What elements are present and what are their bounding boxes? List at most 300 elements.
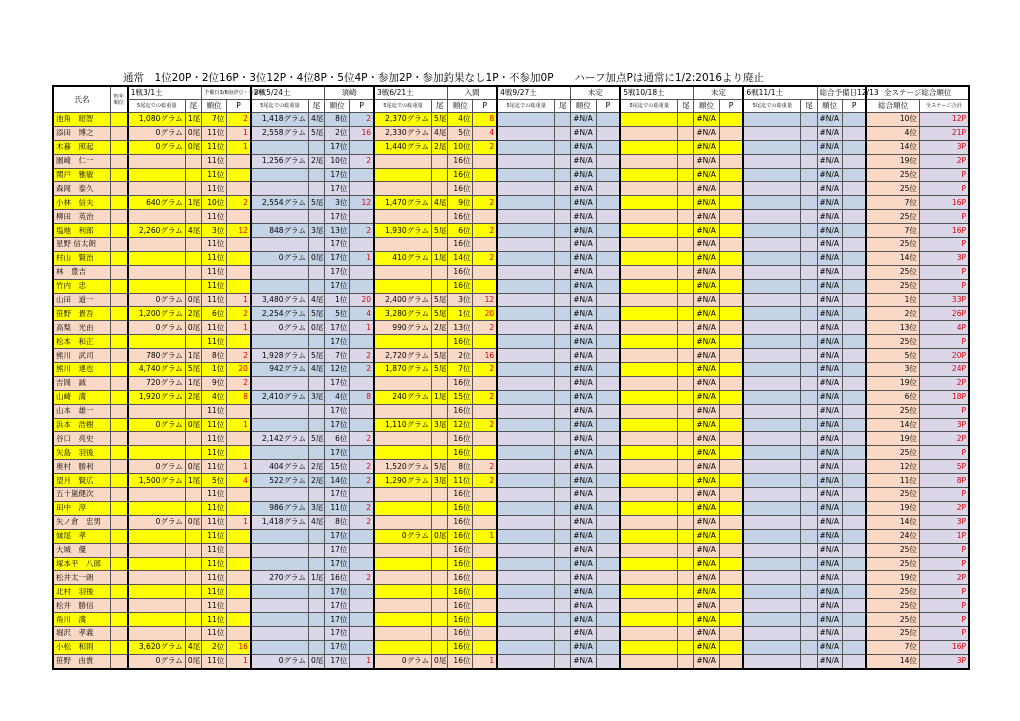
stage-fish bbox=[555, 585, 571, 599]
stage-rank-na: #N/A bbox=[571, 501, 596, 515]
stage-weight: 1,870グラム bbox=[374, 363, 432, 377]
header-prev-rank: 昨年順位 bbox=[111, 86, 128, 113]
stage-fish bbox=[308, 210, 324, 224]
stage-weight bbox=[743, 529, 801, 543]
stage-rank-na: #N/A bbox=[571, 543, 596, 557]
stage-weight bbox=[497, 376, 555, 390]
stage-weight bbox=[251, 140, 309, 154]
stage-rank: 17位 bbox=[325, 140, 350, 154]
stage-points bbox=[719, 501, 743, 515]
stage-rank-na: #N/A bbox=[817, 404, 842, 418]
stage-fish bbox=[185, 626, 201, 640]
table-row bbox=[53, 349, 969, 363]
overall-rank: 14位 bbox=[866, 140, 919, 154]
table-row bbox=[53, 613, 969, 627]
table-row bbox=[53, 238, 969, 252]
stage-rank: 8位 bbox=[201, 349, 226, 363]
stage-weight bbox=[743, 140, 801, 154]
stage-weight bbox=[128, 613, 186, 627]
stage-rank: 6位 bbox=[448, 224, 473, 238]
stage-weight bbox=[743, 126, 801, 140]
stage-rank: 16位 bbox=[448, 265, 473, 279]
stage-rank: 16位 bbox=[448, 640, 473, 654]
overall-rank: 25位 bbox=[866, 599, 919, 613]
stage-rank: 11位 bbox=[201, 432, 226, 446]
stage-points bbox=[719, 432, 743, 446]
stage-rank-na: #N/A bbox=[571, 390, 596, 404]
stage-weight bbox=[128, 279, 186, 293]
stage-fish bbox=[801, 210, 817, 224]
stage-points bbox=[473, 543, 497, 557]
stage-weight: 2,558グラム bbox=[251, 126, 309, 140]
stage-weight bbox=[743, 210, 801, 224]
subheader-rank: 順位 bbox=[694, 100, 719, 113]
stage-fish bbox=[678, 474, 694, 488]
stage-fish bbox=[555, 349, 571, 363]
overall-points: 16P bbox=[919, 640, 969, 654]
table-row bbox=[53, 376, 969, 390]
stage-weight bbox=[497, 432, 555, 446]
stage-fish bbox=[801, 640, 817, 654]
stage-points: 1 bbox=[227, 460, 251, 474]
stage-points: 8 bbox=[350, 390, 374, 404]
stage-fish bbox=[678, 432, 694, 446]
stage-fish: 1尾 bbox=[185, 474, 201, 488]
stage-rank-na: #N/A bbox=[694, 349, 719, 363]
stage-fish bbox=[678, 404, 694, 418]
stage-rank: 2位 bbox=[448, 349, 473, 363]
stage-fish bbox=[555, 238, 571, 252]
stage-fish bbox=[801, 168, 817, 182]
stage-points: 2 bbox=[350, 363, 374, 377]
stage-points bbox=[842, 390, 866, 404]
stage-fish: 2尾 bbox=[185, 390, 201, 404]
stage-fish bbox=[432, 515, 448, 529]
overall-points: 5P bbox=[919, 460, 969, 474]
overall-rank: 25位 bbox=[866, 404, 919, 418]
stage-points bbox=[719, 557, 743, 571]
stage-fish bbox=[432, 488, 448, 502]
stage-fish bbox=[432, 168, 448, 182]
stage-rank-na: #N/A bbox=[817, 126, 842, 140]
overall-rank: 7位 bbox=[866, 196, 919, 210]
stage-rank-na: #N/A bbox=[694, 404, 719, 418]
stage-fish bbox=[678, 238, 694, 252]
stage-rank: 17位 bbox=[325, 279, 350, 293]
player-name: 松本 和正 bbox=[53, 335, 111, 349]
stage-rank: 11位 bbox=[325, 501, 350, 515]
stage-fish bbox=[801, 238, 817, 252]
stage-rank: 17位 bbox=[325, 613, 350, 627]
stage-fish bbox=[801, 376, 817, 390]
stage-rank-na: #N/A bbox=[694, 113, 719, 127]
stage-fish: 5尾 bbox=[432, 349, 448, 363]
stage-fish bbox=[555, 265, 571, 279]
stage-fish: 3尾 bbox=[308, 390, 324, 404]
stage-rank-na: #N/A bbox=[694, 265, 719, 279]
stage-fish bbox=[555, 168, 571, 182]
stage-rank: 7位 bbox=[448, 363, 473, 377]
stage-fish bbox=[555, 446, 571, 460]
stage-points: 1 bbox=[227, 140, 251, 154]
stage-weight bbox=[497, 474, 555, 488]
stage-rank-na: #N/A bbox=[571, 557, 596, 571]
stage-weight bbox=[743, 640, 801, 654]
overall-rank: 25位 bbox=[866, 335, 919, 349]
stage-fish bbox=[432, 626, 448, 640]
stage-fish bbox=[801, 501, 817, 515]
stage-rank-na: #N/A bbox=[694, 654, 719, 668]
stage-weight bbox=[620, 307, 678, 321]
stage-weight bbox=[251, 279, 309, 293]
stage-weight: 0グラム bbox=[128, 654, 186, 668]
stage-weight: 990グラム bbox=[374, 321, 432, 335]
stage-rank: 2位 bbox=[325, 126, 350, 140]
stage-weight: 0グラム bbox=[128, 321, 186, 335]
stage-points bbox=[350, 418, 374, 432]
stage-weight bbox=[743, 585, 801, 599]
overall-points: 2P bbox=[919, 376, 969, 390]
stage-rank-na: #N/A bbox=[571, 265, 596, 279]
stage-rank: 8位 bbox=[448, 460, 473, 474]
stage-points bbox=[350, 543, 374, 557]
stage-points bbox=[596, 265, 620, 279]
stage-weight bbox=[743, 418, 801, 432]
stage-fish bbox=[678, 640, 694, 654]
stage-points bbox=[719, 363, 743, 377]
stage-weight: 0グラム bbox=[251, 321, 309, 335]
stage-weight bbox=[374, 515, 432, 529]
stage-rank-na: #N/A bbox=[694, 543, 719, 557]
stage-rank-na: #N/A bbox=[817, 390, 842, 404]
stage-rank-na: #N/A bbox=[817, 293, 842, 307]
stage-fish bbox=[801, 196, 817, 210]
stage-fish: 5尾 bbox=[308, 126, 324, 140]
stage-rank-na: #N/A bbox=[694, 585, 719, 599]
stage-points bbox=[719, 279, 743, 293]
stage-points bbox=[719, 224, 743, 238]
stage-points: 2 bbox=[350, 474, 374, 488]
stage-fish bbox=[432, 182, 448, 196]
stage-fish bbox=[185, 182, 201, 196]
stage-fish bbox=[185, 557, 201, 571]
stage-weight bbox=[620, 182, 678, 196]
stage-rank-na: #N/A bbox=[571, 515, 596, 529]
stage-weight bbox=[620, 501, 678, 515]
stage-points bbox=[227, 154, 251, 168]
stage-weight bbox=[743, 168, 801, 182]
stage-weight bbox=[743, 224, 801, 238]
stage-fish bbox=[555, 515, 571, 529]
stage-weight bbox=[497, 307, 555, 321]
stage-rank-na: #N/A bbox=[817, 626, 842, 640]
stage-weight bbox=[497, 182, 555, 196]
subheader-rank: 順位 bbox=[571, 100, 596, 113]
stage-weight bbox=[743, 349, 801, 363]
stage-fish bbox=[555, 474, 571, 488]
stage-points bbox=[350, 585, 374, 599]
player-name: 角川 満 bbox=[53, 613, 111, 627]
stage-weight: 986グラム bbox=[251, 501, 309, 515]
stage-weight: 2,370グラム bbox=[374, 113, 432, 127]
stage-weight bbox=[620, 640, 678, 654]
stage-rank-na: #N/A bbox=[694, 224, 719, 238]
stage-weight bbox=[743, 279, 801, 293]
stage-rank-na: #N/A bbox=[571, 321, 596, 335]
table-row bbox=[53, 515, 969, 529]
stage-rank-na: #N/A bbox=[571, 418, 596, 432]
subheader-overall-rank: 総合順位 bbox=[866, 100, 919, 113]
stage-fish: 5尾 bbox=[308, 432, 324, 446]
stage-rank: 16位 bbox=[448, 404, 473, 418]
player-name: 林 豊吉 bbox=[53, 265, 111, 279]
stage-rank-na: #N/A bbox=[571, 335, 596, 349]
stage-points bbox=[719, 126, 743, 140]
prev-rank-cell bbox=[111, 529, 128, 543]
stage-fish: 4尾 bbox=[308, 515, 324, 529]
stage-weight bbox=[620, 196, 678, 210]
stage-points bbox=[350, 599, 374, 613]
stage-rank-na: #N/A bbox=[571, 224, 596, 238]
stage-points: 12 bbox=[473, 293, 497, 307]
stage-fish bbox=[678, 501, 694, 515]
stage-weight bbox=[251, 335, 309, 349]
stage-points bbox=[719, 390, 743, 404]
stage-rank: 17位 bbox=[325, 404, 350, 418]
table-row bbox=[53, 335, 969, 349]
stage-rank-na: #N/A bbox=[694, 418, 719, 432]
stage-fish: 2尾 bbox=[432, 140, 448, 154]
stage-weight: 410グラム bbox=[374, 251, 432, 265]
stage-weight bbox=[497, 196, 555, 210]
overall-points: 4P bbox=[919, 321, 969, 335]
subheader-fish: 尾 bbox=[432, 100, 448, 113]
overall-points: 3P bbox=[919, 251, 969, 265]
prev-rank-cell bbox=[111, 390, 128, 404]
table-row bbox=[53, 182, 969, 196]
stage-points bbox=[350, 279, 374, 293]
stage-weight bbox=[128, 154, 186, 168]
stage-weight bbox=[497, 446, 555, 460]
stage-rank: 10位 bbox=[448, 140, 473, 154]
stage-points: 2 bbox=[350, 154, 374, 168]
stage-weight: 1,256グラム bbox=[251, 154, 309, 168]
stage-weight: 1,500グラム bbox=[128, 474, 186, 488]
overall-points: P bbox=[919, 210, 969, 224]
stage-points: 2 bbox=[227, 113, 251, 127]
stage-fish: 5尾 bbox=[308, 307, 324, 321]
overall-rank: 3位 bbox=[866, 363, 919, 377]
stage-rank-na: #N/A bbox=[694, 432, 719, 446]
stage-rank-na: #N/A bbox=[694, 640, 719, 654]
stage-weight bbox=[497, 571, 555, 585]
stage-weight bbox=[497, 293, 555, 307]
stage-rank-na: #N/A bbox=[817, 446, 842, 460]
stage-points bbox=[596, 613, 620, 627]
stage-rank-na: #N/A bbox=[571, 140, 596, 154]
stage-rank: 16位 bbox=[448, 432, 473, 446]
stage-weight bbox=[620, 363, 678, 377]
stage-rank-na: #N/A bbox=[817, 196, 842, 210]
stage-rank-na: #N/A bbox=[571, 446, 596, 460]
stage-rank-na: #N/A bbox=[817, 251, 842, 265]
stage-rank: 16位 bbox=[448, 238, 473, 252]
stage-points: 2 bbox=[350, 571, 374, 585]
stage-points: 2 bbox=[473, 224, 497, 238]
stage-rank: 11位 bbox=[201, 501, 226, 515]
overall-points: 8P bbox=[919, 474, 969, 488]
prev-rank-cell bbox=[111, 224, 128, 238]
stage-fish: 1尾 bbox=[432, 251, 448, 265]
stage-fish bbox=[555, 154, 571, 168]
stage-rank-na: #N/A bbox=[817, 113, 842, 127]
stage-rank: 11位 bbox=[201, 460, 226, 474]
stage-points bbox=[227, 571, 251, 585]
stage-weight bbox=[620, 404, 678, 418]
stage-weight bbox=[743, 154, 801, 168]
stage-weight bbox=[620, 418, 678, 432]
stage-rank: 13位 bbox=[448, 321, 473, 335]
stage-points bbox=[596, 515, 620, 529]
stage-fish: 0尾 bbox=[308, 251, 324, 265]
stage-weight: 0グラム bbox=[251, 251, 309, 265]
stage-weight bbox=[251, 418, 309, 432]
prev-rank-cell bbox=[111, 279, 128, 293]
stage-weight bbox=[374, 488, 432, 502]
stage-rank: 4位 bbox=[325, 390, 350, 404]
stage-fish bbox=[555, 113, 571, 127]
stage-fish: 0尾 bbox=[185, 654, 201, 668]
stage-points bbox=[842, 251, 866, 265]
subheader-rank: 順位 bbox=[325, 100, 350, 113]
stage-weight: 2,330グラム bbox=[374, 126, 432, 140]
stage-fish bbox=[801, 418, 817, 432]
stage-fish bbox=[308, 265, 324, 279]
stage-rank-na: #N/A bbox=[817, 182, 842, 196]
stage-points: 2 bbox=[350, 515, 374, 529]
stage-points: 4 bbox=[227, 474, 251, 488]
stage-rank: 1位 bbox=[201, 363, 226, 377]
stage-points bbox=[596, 363, 620, 377]
stage-points bbox=[842, 265, 866, 279]
stage-rank-na: #N/A bbox=[817, 238, 842, 252]
table-row bbox=[53, 626, 969, 640]
stage-points bbox=[350, 557, 374, 571]
stage-fish: 5尾 bbox=[432, 224, 448, 238]
stage-points bbox=[842, 626, 866, 640]
stage-weight bbox=[128, 446, 186, 460]
stage-weight bbox=[743, 238, 801, 252]
stage-weight bbox=[497, 238, 555, 252]
stage-points bbox=[227, 279, 251, 293]
stage-weight bbox=[374, 404, 432, 418]
stage-points: 2 bbox=[473, 140, 497, 154]
stage-rank-na: #N/A bbox=[571, 654, 596, 668]
stage-fish: 0尾 bbox=[185, 515, 201, 529]
stage-rank: 11位 bbox=[201, 613, 226, 627]
stage-points bbox=[227, 168, 251, 182]
player-name: 松井太一朗 bbox=[53, 571, 111, 585]
stage-fish bbox=[432, 432, 448, 446]
stage-fish bbox=[678, 126, 694, 140]
stage-points bbox=[350, 404, 374, 418]
stage-fish: 0尾 bbox=[308, 321, 324, 335]
player-name: 山本 雄一 bbox=[53, 404, 111, 418]
player-name: 塚本平 八郎 bbox=[53, 557, 111, 571]
stage-points: 1 bbox=[227, 293, 251, 307]
stage-weight bbox=[743, 515, 801, 529]
stage-fish bbox=[308, 585, 324, 599]
stage-weight: 0グラム bbox=[128, 140, 186, 154]
stage-fish bbox=[555, 613, 571, 627]
overall-points: P bbox=[919, 585, 969, 599]
stage-rank: 6位 bbox=[201, 307, 226, 321]
prev-rank-cell bbox=[111, 557, 128, 571]
stage-weight bbox=[497, 515, 555, 529]
stage-points bbox=[473, 168, 497, 182]
stage-fish: 4尾 bbox=[185, 640, 201, 654]
stage-rank-na: #N/A bbox=[694, 293, 719, 307]
prev-rank-cell bbox=[111, 210, 128, 224]
stage-weight: 1,418グラム bbox=[251, 515, 309, 529]
stage-rank-na: #N/A bbox=[694, 251, 719, 265]
stage-fish: 5尾 bbox=[185, 363, 201, 377]
prev-rank-cell bbox=[111, 349, 128, 363]
stage-points bbox=[473, 501, 497, 515]
stage-weight bbox=[620, 265, 678, 279]
stage-fish bbox=[801, 182, 817, 196]
stage-rank: 14位 bbox=[325, 474, 350, 488]
stage-rank: 11位 bbox=[201, 446, 226, 460]
stage-weight bbox=[620, 349, 678, 363]
overall-points: 2P bbox=[919, 154, 969, 168]
overall-points: P bbox=[919, 557, 969, 571]
header-stage-2-place: 須崎 bbox=[325, 86, 374, 100]
overall-points: 26P bbox=[919, 307, 969, 321]
stage-fish bbox=[801, 321, 817, 335]
stage-weight bbox=[743, 571, 801, 585]
stage-rank-na: #N/A bbox=[694, 390, 719, 404]
stage-weight bbox=[743, 265, 801, 279]
stage-points bbox=[227, 501, 251, 515]
stage-points bbox=[473, 376, 497, 390]
stage-fish: 0尾 bbox=[185, 293, 201, 307]
stage-weight bbox=[128, 571, 186, 585]
stage-fish bbox=[185, 335, 201, 349]
stage-fish: 5尾 bbox=[432, 293, 448, 307]
subheader-weight: 5尾迄での総重量 bbox=[497, 100, 555, 113]
stage-points bbox=[473, 335, 497, 349]
stage-fish bbox=[801, 349, 817, 363]
stage-fish: 0尾 bbox=[432, 654, 448, 668]
stage-weight: 1,920グラム bbox=[128, 390, 186, 404]
stage-rank-na: #N/A bbox=[571, 238, 596, 252]
stage-rank-na: #N/A bbox=[817, 307, 842, 321]
stage-points bbox=[719, 321, 743, 335]
stage-fish bbox=[555, 335, 571, 349]
stage-points bbox=[596, 196, 620, 210]
stage-fish bbox=[801, 293, 817, 307]
overall-points: 24P bbox=[919, 363, 969, 377]
stage-rank: 16位 bbox=[448, 654, 473, 668]
table-row bbox=[53, 404, 969, 418]
stage-fish: 4尾 bbox=[308, 113, 324, 127]
prev-rank-cell bbox=[111, 613, 128, 627]
stage-fish bbox=[432, 599, 448, 613]
stage-fish bbox=[308, 140, 324, 154]
stage-rank-na: #N/A bbox=[571, 251, 596, 265]
stage-weight bbox=[374, 640, 432, 654]
